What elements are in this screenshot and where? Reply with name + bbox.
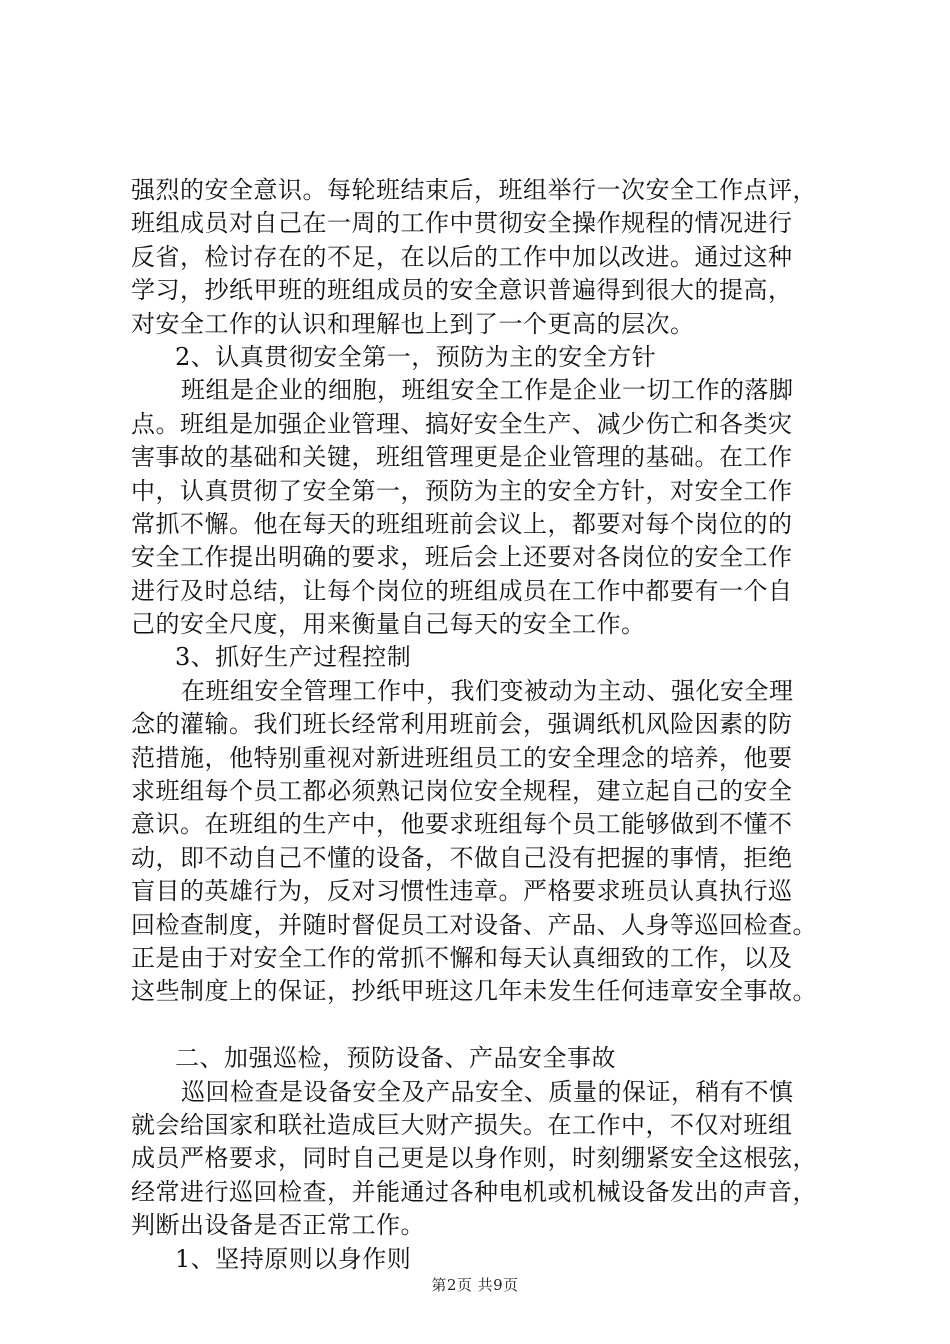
paragraph	[131, 174, 831, 341]
paragraph-line: 反省，检讨存在的不足，在以后的工作中加以改进。通过这种	[131, 242, 793, 271]
paragraph-line: 回检查制度，并随时督促员工对设备、产品、人身等巡回检查。	[131, 910, 817, 939]
paragraph-line: 常抓不懈。他在每天的班组班前会议上，都要对每个岗位的的	[131, 509, 793, 538]
paragraph	[131, 374, 831, 641]
paragraph-line: 经常进行巡回检查，并能通过各种电机或机械设备发出的声音，	[131, 1177, 817, 1206]
paragraph	[131, 675, 831, 1009]
paragraph-line: 点。班组是加强企业管理、搞好安全生产、减少伤亡和各类灾	[131, 409, 793, 438]
paragraph-line: 正是由于对安全工作的常抓不懈和每天认真细致的工作，以及	[131, 943, 793, 972]
paragraph-line: 判断出设备是否正常工作。	[131, 1211, 425, 1240]
paragraph-line: 成员严格要求，同时自己更是以身作则，时刻绷紧安全这根弦，	[131, 1144, 817, 1173]
section-heading: 3、抓好生产过程控制	[175, 643, 412, 672]
section-heading: 2、认真贯彻安全第一，预防为主的安全方针	[175, 342, 657, 371]
paragraph-line: 动，即不动自己不懂的设备，不做自己没有把握的事情，拒绝	[131, 843, 793, 872]
paragraph-line: 盲目的英雄行为，反对习惯性违章。严格要求班员认真执行巡	[131, 877, 793, 906]
paragraph-line: 中，认真贯彻了安全第一，预防为主的安全方针，对安全工作	[131, 476, 793, 505]
section-heading: 1、坚持原则以身作则	[175, 1244, 412, 1273]
paragraph-line: 范措施，他特别重视对新进班组员工的安全理念的培养，他要	[131, 743, 793, 772]
page-number-footer: 第2页 共9页	[431, 1276, 519, 1294]
paragraph	[131, 1076, 831, 1243]
paragraph-line: 在班组安全管理工作中，我们变被动为主动、强化安全理	[181, 676, 794, 705]
section-gap	[131, 1009, 831, 1042]
document-body	[131, 174, 831, 1276]
paragraph-line: 求班组每个员工都必须熟记岗位安全规程，建立起自己的安全	[131, 777, 793, 806]
paragraph-line: 就会给国家和联社造成巨大财产损失。在工作中，不仅对班组	[131, 1110, 793, 1139]
paragraph-line: 班组是企业的细胞，班组安全工作是企业一切工作的落脚	[181, 376, 794, 405]
paragraph-line: 巡回检查是设备安全及产品安全、质量的保证，稍有不慎	[181, 1077, 794, 1106]
paragraph-line: 安全工作提出明确的要求，班后会上还要对各岗位的安全工作	[131, 543, 793, 572]
paragraph-line: 这些制度上的保证，抄纸甲班这几年未发生任何违章安全事故。	[131, 977, 817, 1006]
paragraph-line: 害事故的基础和关键，班组管理更是企业管理的基础。在工作	[131, 443, 793, 472]
paragraph-line: 强烈的安全意识。每轮班结束后，班组举行一次安全工作点评，	[131, 176, 817, 204]
paragraph-line: 学习，抄纸甲班的班组成员的安全意识普遍得到很大的提高，	[131, 276, 793, 305]
paragraph-line: 念的灌输。我们班长经常利用班前会，强调纸机风险因素的防	[131, 710, 793, 739]
paragraph-line: 对安全工作的认识和理解也上到了一个更高的层次。	[131, 309, 695, 338]
paragraph-line: 进行及时总结，让每个岗位的班组成员在工作中都要有一个自	[131, 576, 793, 605]
paragraph-line: 班组成员对自己在一周的工作中贯彻安全操作规程的情况进行	[131, 209, 793, 238]
paragraph-line: 意识。在班组的生产中，他要求班组每个员工能够做到不懂不	[131, 810, 793, 839]
paragraph-line: 己的安全尺度，用来衡量自己每天的安全工作。	[131, 610, 646, 639]
section-heading: 二、加强巡检，预防设备、产品安全事故	[175, 1044, 616, 1073]
